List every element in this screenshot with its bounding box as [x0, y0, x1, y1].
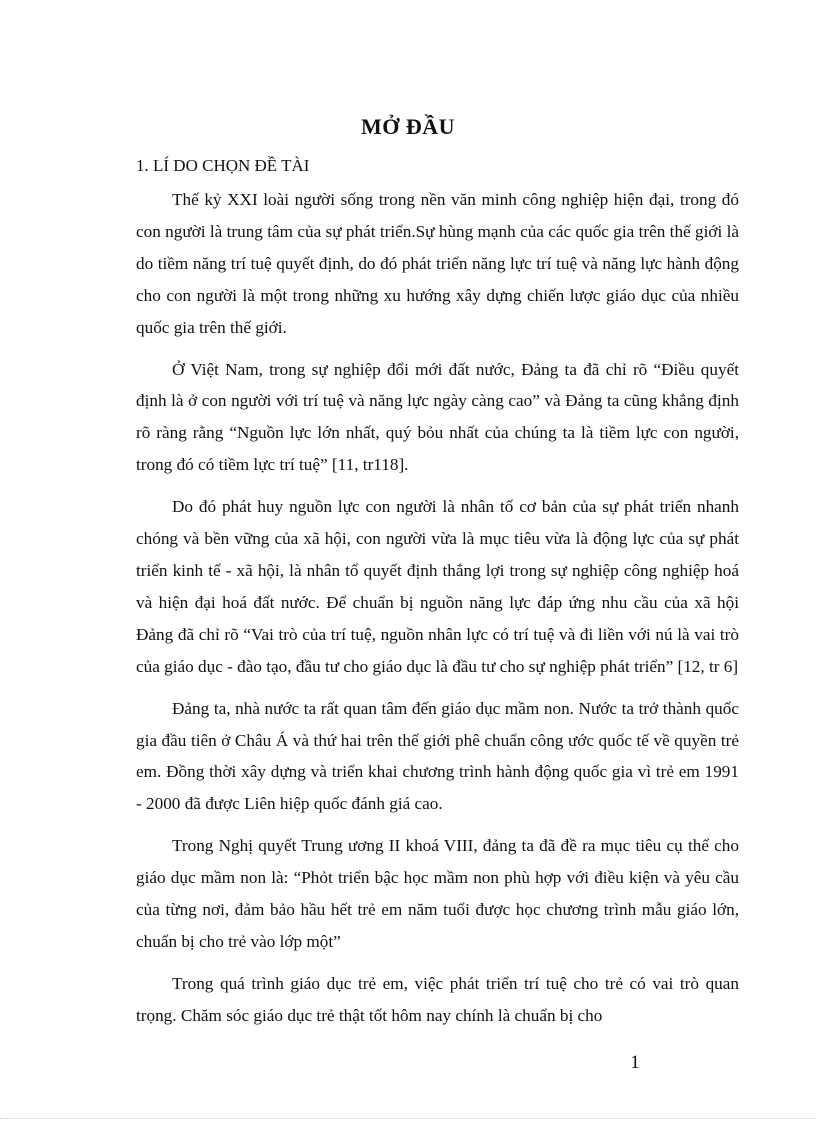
paragraph: Thế kỷ XXI loài người sống trong nền văn minh công nghiệp hiện đại, trong đó con người là trung tâm của sự phát triển.Sự hùng mạnh của các quốc gia trên thế giới là do tiềm năng trí tuệ quyết định, do đó phát triển năng lực trí tuệ và năng lực hành động cho con người là một trong những xu hướng xây dựng chiến lược giáo dục của nhiều quốc gia trên thế giới.: [136, 190, 739, 337]
page-title: MỞ ĐẦU: [360, 114, 456, 139]
paragraph: Đảng ta, nhà nước ta rất quan tâm đến giáo dục mầm non. Nước ta trở thành quốc gia đầu tiên ở Châu Á và thứ hai trên thế giới phê chuẩn công ước quốc tế về quyền trẻ em. Đồng thời xây dựng và triển khai chương trình hành động quốc gia vì trẻ em 1991 - 2000 đã được Liên hiệp quốc đánh giá cao.: [136, 698, 739, 814]
page-bottom-border: [0, 1118, 816, 1119]
page-number: 1: [630, 1052, 640, 1073]
paragraph: Ở Việt Nam, trong sự nghiệp đổi mới đất nước, Đảng ta đã chỉ rõ “Điều quyết định là ở con người với trí tuệ và năng lực ngày càng cao” và Đảng ta cũng khẳng định rõ ràng rằng “Nguồn lực lớn nhất, quý bỏu nhất của chúng ta là tiềm lực con người, trong đó có tiềm lực trí tuệ” [11, tr118].: [136, 359, 739, 475]
paragraph: Trong Nghị quyết Trung ương II khoá VIII, đảng ta đã đề ra mục tiêu cụ thể cho giáo dục mầm non là: “Phỏt triển bậc học mầm non phù hợp với điều kiện và yêu cầu của từng nơi, đảm bảo hầu hết trẻ em năm tuổi được học chương trình mẫu giáo lớn, chuẩn bị cho trẻ vào lớp một”: [136, 836, 739, 951]
body-text: [136, 184, 739, 1042]
paragraph: Trong quá trình giáo dục trẻ em, việc phát triển trí tuệ cho trẻ có vai trò quan trọng. Chăm sóc giáo dục trẻ thật tốt hôm nay chính là chuẩn bị cho: [136, 973, 739, 1025]
paragraph: Do đó phát huy nguồn lực con người là nhân tố cơ bản của sự phát triển nhanh chóng và bền vững của xã hội, con người vừa là mục tiêu vừa là động lực của sự phát triển kinh tế - xã hội, là nhân tố quyết định thắng lợi trong sự nghiệp công nghiệp hoá và hiện đại hoá đất nước. Để chuẩn bị nguồn năng lực đáp ứng nhu cầu của xã hội Đảng đã chỉ rõ “Vai trò của trí tuệ, nguồn nhân lực có trí tuệ và đi liền với nú là vai trò của giáo dục - đào tạo, đầu tư cho giáo dục là đầu tư cho sự nghiệp phát triển” [12, tr 6]: [136, 497, 739, 676]
section-heading: 1. LÍ DO CHỌN ĐỀ TÀI: [136, 156, 310, 175]
